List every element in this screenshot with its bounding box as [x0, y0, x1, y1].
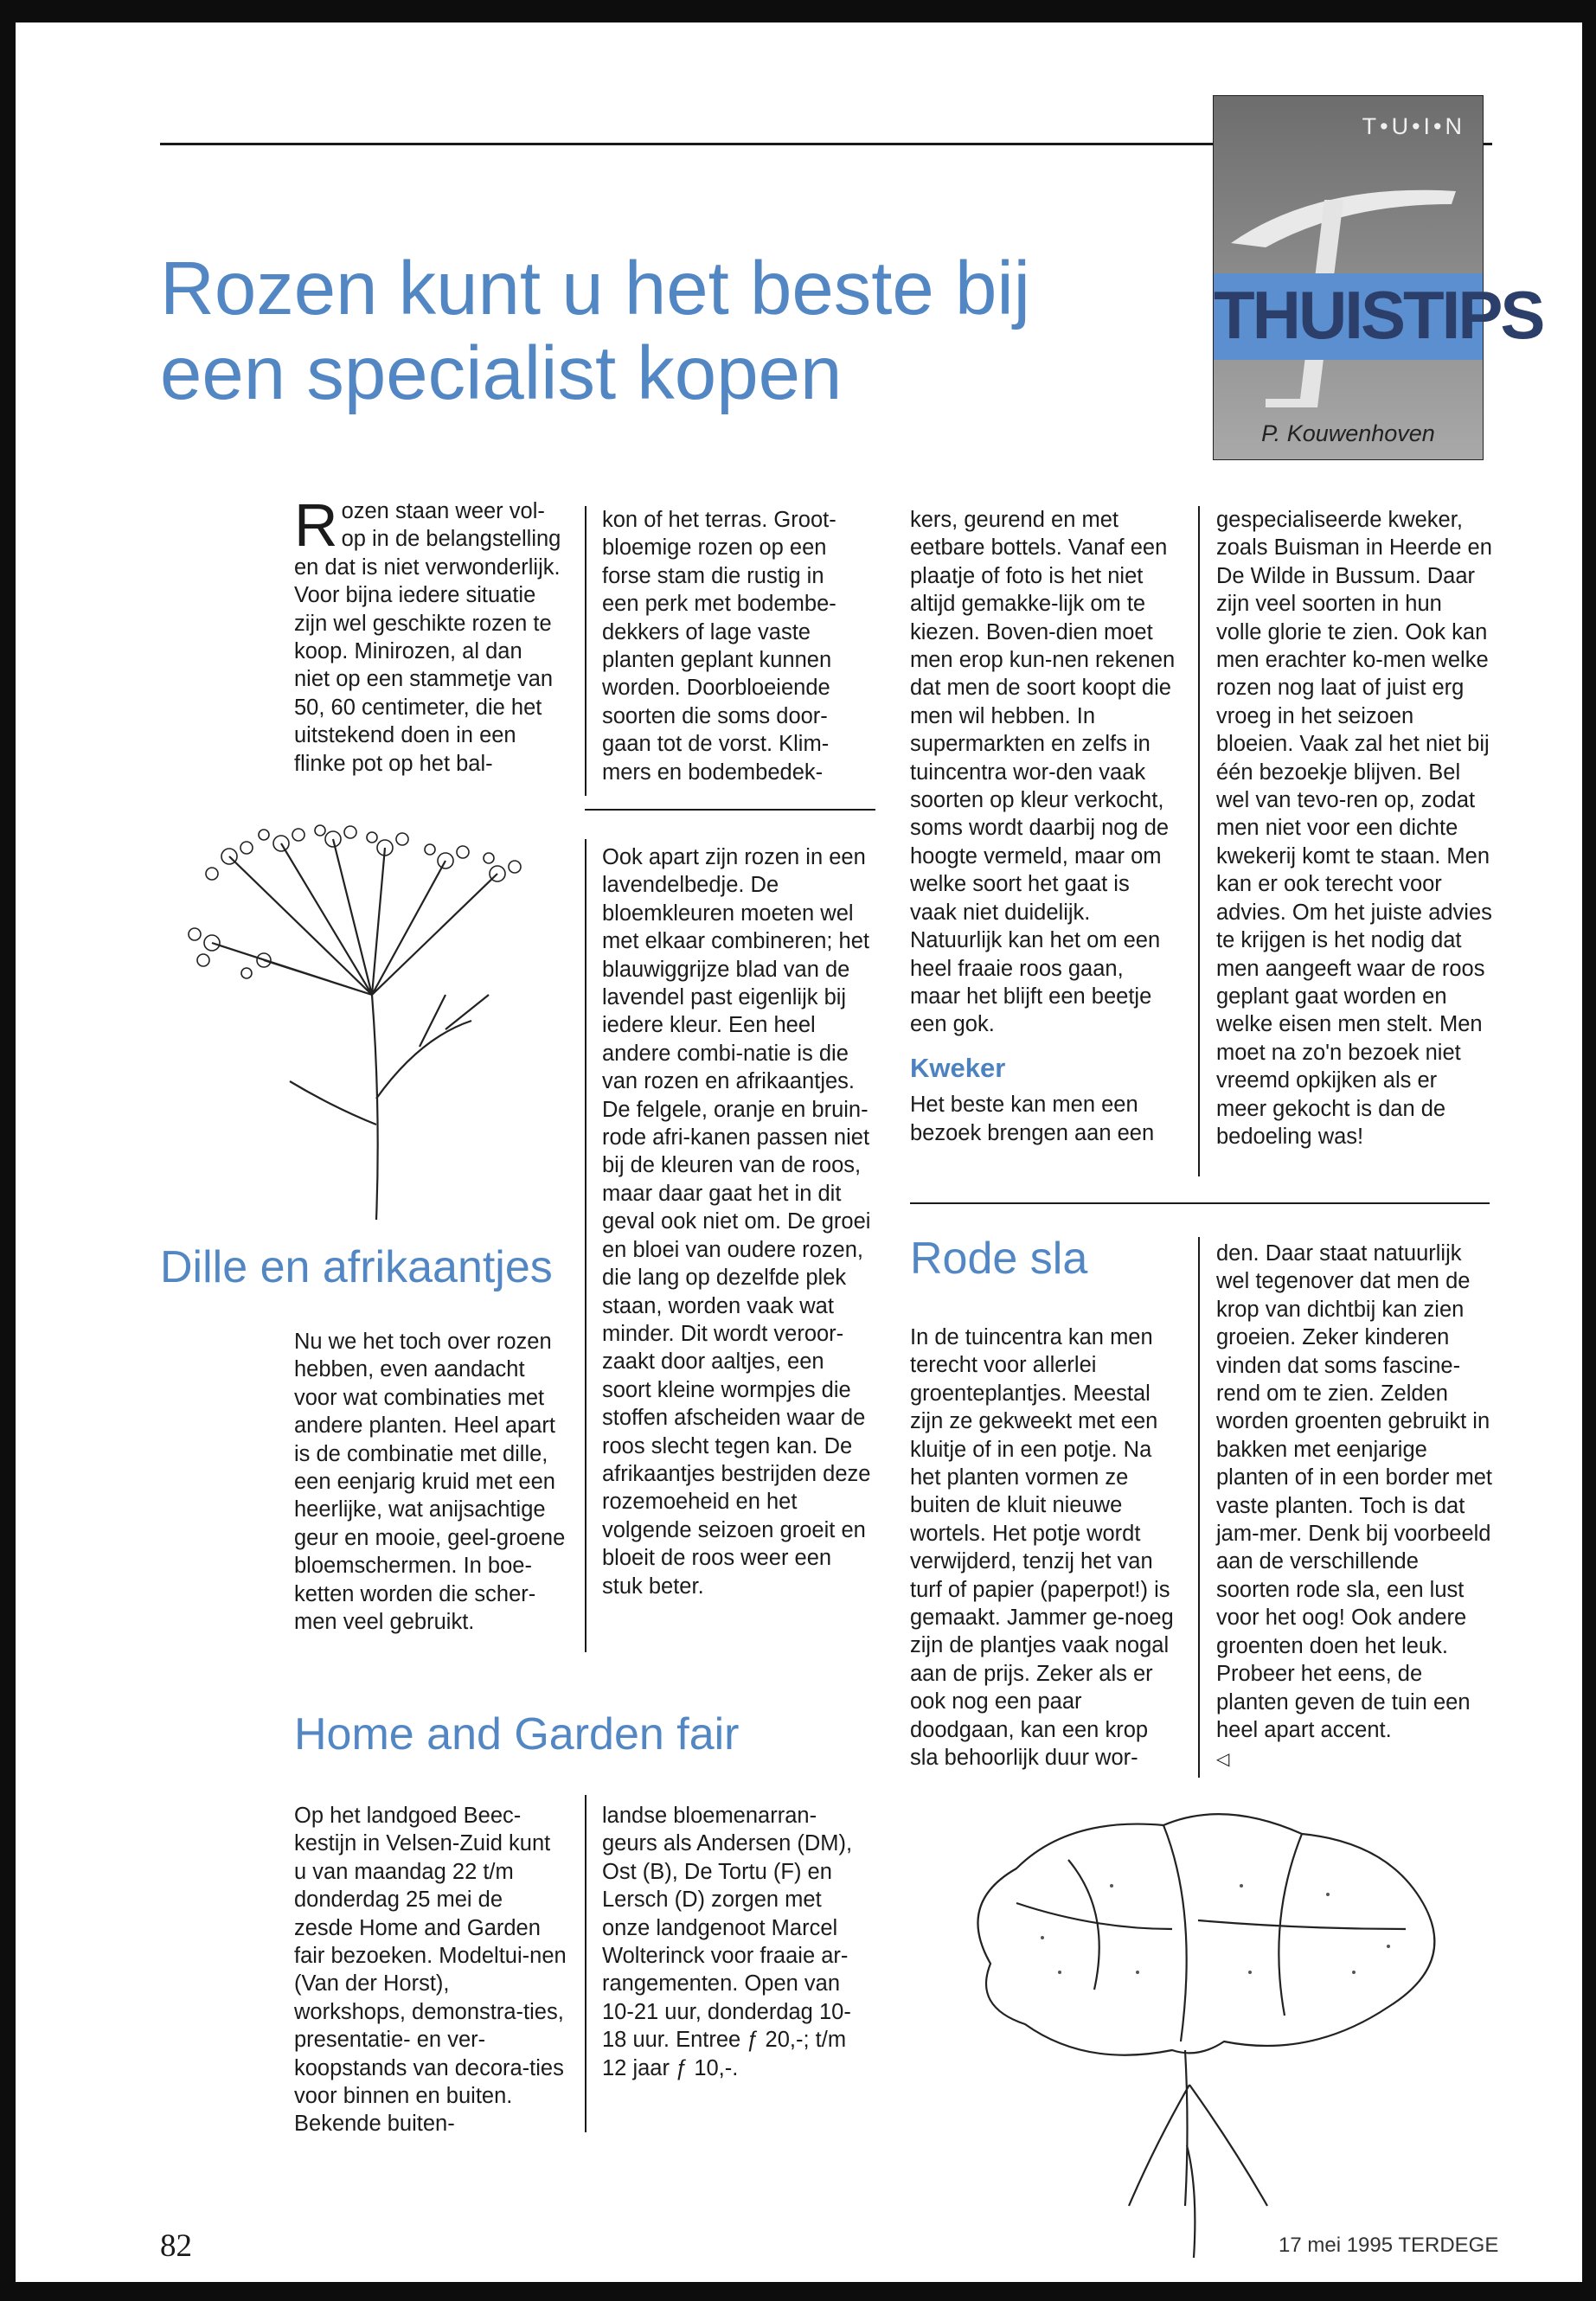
title-line-2: een specialist kopen: [160, 331, 843, 416]
lettuce-illustration: [939, 1799, 1458, 2284]
column-divider: [1198, 506, 1200, 1176]
intro-column-4: [1216, 506, 1493, 1150]
column-divider: [585, 506, 586, 796]
rodesla-text-2: den. Daar staat natuurlijk wel tegenover dat men de krop van dichtbij kan zien groeien. Zeker kinderen vinden dat soms fascine-rend om te zien. Zelden worden groenten gebruikt in bakken met eenjarige planten of in een border met vaste planten. Toch is dat jam-mer. Denk bij voorbeeld aan de verschillende soorten rode sla, een lust voor het oog! Ook andere groenten doen het leuk. Probeer het eens, de planten geven de tuin een heel apart accent.: [1216, 1241, 1492, 1742]
column-rule: [585, 809, 875, 811]
fair-column-1: [294, 1802, 567, 2138]
rodesla-text-1: In de tuincentra kan men terecht voor allerlei groenteplantjes. Meestal zijn ze gekweekt met een kluitje of in een potje. Na het planten vormen ze buiten de kluit nieuwe wortels. Het potje wordt verwijderd, tenzij het van turf of papier (paperpot!) is gemaakt. Jammer ge-noeg zijn de plantjes vaak nogal aan de prijs. Zeker als er ook nog een paar doodgaan, kan een krop sla behoorlijk duur wor-: [910, 1325, 1174, 1771]
column-divider: [585, 1795, 586, 2132]
rodesla-heading: Rode sla: [910, 1234, 1088, 1284]
intro-text-3: kers, geurend en met eetbare bottels. Vanaf een plaatje of foto is het niet altijd gemakke-lijk om te kiezen. Boven-dien moet men erop kun-nen rekenen dat men de soort koopt die men wil hebben. In supermarkten en zelfs in tuincentra wor-den vaak soorten op kleur verkocht, soms wordt daarbij nog de hoogte vermeld, maar om welke soort het gaat is vaak niet duidelijk. Natuurlijk kan het om een heel fraaie roos gaan, maar het blijft een beetje een gok.: [910, 508, 1176, 1037]
intro-text-2: kon of het terras. Groot-bloemige rozen op een forse stam die rustig in een perk met bodembe-dekkers of lage vaste planten geplant kunnen worden. Doorbloeiende soorten die soms door-gaan tot de vorst. Klim-mers en bodembedek-: [602, 508, 836, 785]
dille-heading: Dille en afrikaantjes: [160, 1242, 553, 1292]
fair-text-2: landse bloemenarran-geurs als Andersen (DM), Ost (B), De Tortu (F) en Lersch (D) zorgen met onze landgenoot Marcel Wolterinck voor fraaie ar-rangementen. Open van 10-21 uur, donderdag 10-18 uur. Entree ƒ 20,-; t/m 12 jaar ƒ 10,-.: [602, 1804, 853, 2080]
page-border-top: [0, 0, 1596, 22]
dille-text-2: Ook apart zijn rozen in een lavendelbedje. De bloemkleuren moeten wel met elkaar combineren; het blauwiggrijze blad van de lavendel past eigenlijk bij iedere kleur. Een heel andere combi-natie is die van rozen en afrikaantjes. De felgele, oranje en bruin-rode afri-kanen passen niet bij de kleuren van de roos, maar daar gaat het in dit geval ook niet om. De groei en bloei van oudere rozen, die lang op dezelfde plek staan, worden vaak wat minder. Dit wordt veroor-zaakt door aaltjes, een soort kleine wormpjes die stoffen afscheiden waar de roos slecht tegen kan. De afrikaantjes bestrijden deze rozemoeheid en het volgende seizoen groeit en bloeit de roos weer een stuk beter.: [602, 845, 871, 1599]
logo-word: THUISTIPS: [1214, 277, 1543, 353]
drop-cap: R: [294, 491, 338, 559]
dille-text-1: Nu we het toch over rozen hebben, even aandacht voor wat combinaties met andere planten. Heel apart is de combinatie met dille, een eenjarig kruid met een heerlijke, wat anijsachtige geur en mooie, geel-groene bloemschermen. In boe-ketten worden die scher-men veel gebruikt.: [294, 1330, 566, 1635]
dill-illustration: [160, 822, 558, 1228]
intro-text-4: gespecialiseerde kweker, zoals Buisman in Heerde en De Wilde in Bussum. Daar zijn veel soorten in hun volle glorie te zien. Ook kan men erachter ko-men welke rozen nog laat of juist erg vroeg in het seizoen bloeien. Vaak zal het niet bij één bezoekje blijven. Bel wel van tevo-ren op, zodat men niet voor een dichte kwekerij komt te staan. Men kan er ook terecht voor advies. Om het juiste advies te krijgen is het nodig dat men aangeeft waar de roos geplant gaat worden en welke eisen men stelt. Men moet na zo'n bezoek niet vreemd opkijken als er meer gekocht is dan de bedoeling was!: [1216, 508, 1492, 1149]
page-border-bottom: [0, 2282, 1596, 2301]
rodesla-column-2: [1216, 1240, 1493, 1774]
column-divider: [585, 839, 586, 1652]
page-title: [160, 247, 1181, 417]
rodesla-column-1: [910, 1324, 1178, 1772]
fair-heading: Home and Garden fair: [294, 1709, 740, 1759]
fair-text-1: Op het landgoed Beec-kestijn in Velsen-Zuid kunt u van maandag 22 t/m donderdag 25 mei de zesde Home and Garden fair bezoeken. Modeltui-nen (Van der Horst), workshops, demonstra-ties, presentatie- en ver-koopstands van decora-ties voor binnen en buiten. Bekende buiten-: [294, 1804, 567, 2137]
page-number: 82: [160, 2228, 192, 2264]
thuistips-logo: [1213, 95, 1543, 460]
intro-column-2: [602, 506, 862, 786]
intro-text-1: ozen staan weer vol-op in de belangstelling en dat is niet verwonderlijk. Voor bijna iedere situatie zijn wel geschikte rozen te koop. Minirozen, al dan niet op een stammetje van 50, 60 centimeter, die het uitstekend doen in een flinke pot op het bal-: [294, 499, 561, 776]
end-mark: ◁: [1216, 1750, 1230, 1770]
intro-column-1: [294, 491, 562, 778]
logo-top-text: T•U•I•N: [1362, 113, 1465, 139]
intro-column-3: [910, 506, 1178, 1147]
kweker-heading: Kweker: [910, 1052, 1006, 1083]
author-name: P. Kouwenhoven: [1261, 420, 1435, 446]
page-border-left: [0, 0, 16, 2301]
title-line-1: Rozen kunt u het beste bij: [160, 247, 1030, 330]
page-border-right: [1582, 0, 1596, 2301]
dille-column-2: [602, 843, 875, 1600]
fair-column-2: [602, 1802, 870, 2082]
section-rule: [910, 1202, 1490, 1204]
intro-text-3b: Het beste kan men een bezoek brengen aan een: [910, 1093, 1155, 1145]
column-divider: [1198, 1237, 1200, 1778]
issue-date: 17 mei 1995 TERDEGE: [1279, 2234, 1499, 2257]
dille-column-1: [294, 1328, 571, 1636]
